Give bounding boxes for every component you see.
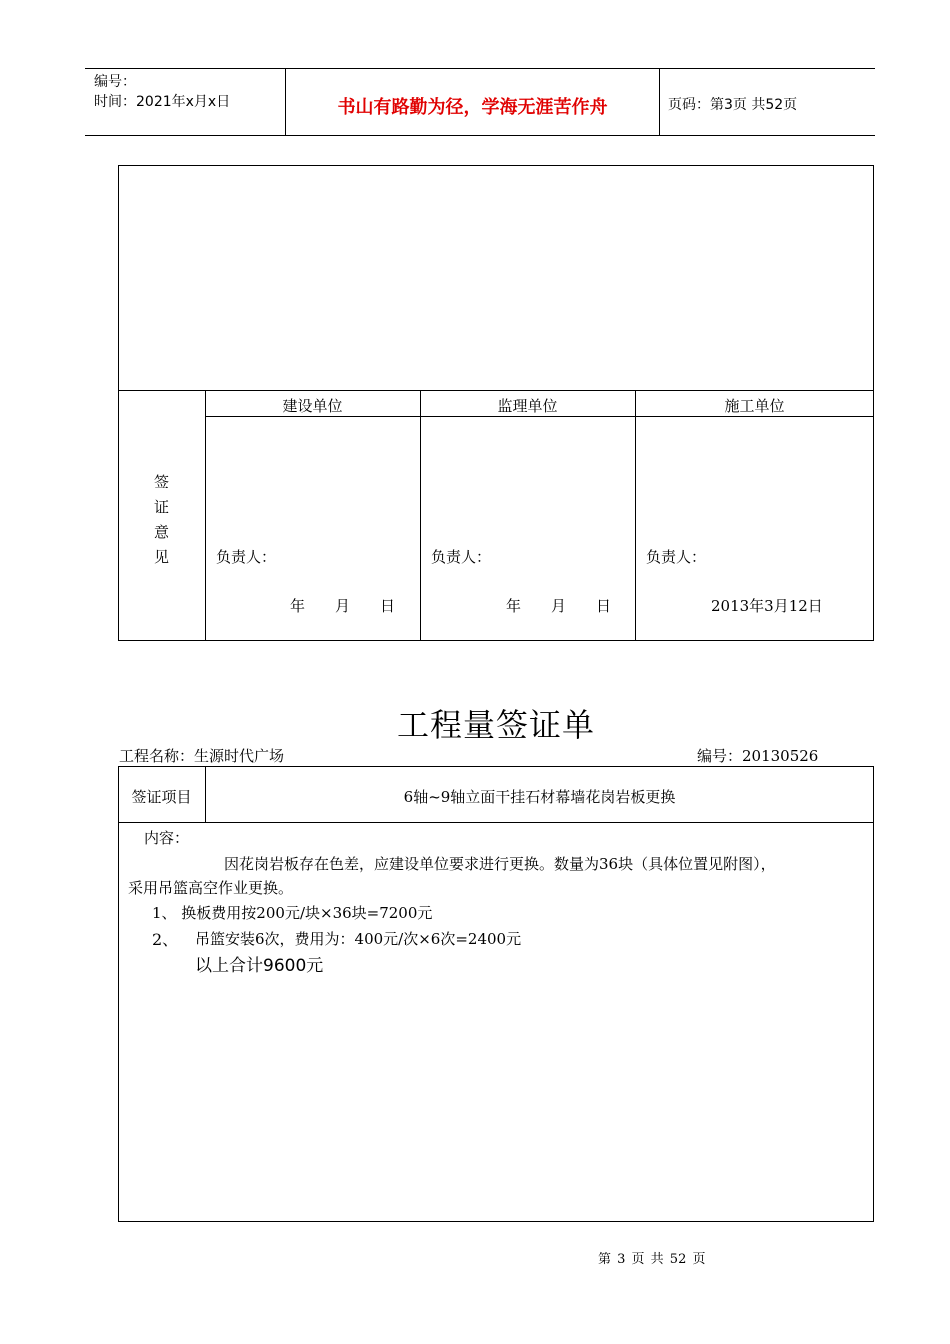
column-header-builder-unit: 施工单位	[724, 397, 785, 415]
date-construction: 年 月 日	[290, 597, 396, 615]
header-motto: 书山有路勤为径，学海无涯苦作舟	[337, 97, 608, 118]
date-builder: 2013年3月12日	[711, 597, 823, 615]
sign-side-char-1: 签	[153, 473, 169, 491]
upper-table-column-header-rule	[205, 416, 874, 417]
content-label: 内容：	[144, 829, 190, 847]
footer-page-number: 第 3 页 共 52 页	[598, 1252, 706, 1267]
responsible-person-builder: 负责人：	[646, 548, 707, 566]
header-code-label: 编号：	[94, 74, 136, 90]
sign-side-char-2: 证	[153, 498, 169, 516]
header-bottom-rule	[85, 135, 875, 136]
upper-table-sign-row-rule	[118, 390, 874, 391]
header-top-rule	[85, 68, 875, 69]
content-paragraph-line-2: 采用吊篮高空作业更换。	[128, 879, 294, 897]
responsible-person-supervision: 负责人：	[431, 548, 492, 566]
header-time-label: 时间：2021年x月x日	[94, 94, 231, 110]
form-title: 工程量签证单	[396, 706, 595, 744]
sign-side-label	[118, 470, 205, 570]
sign-side-char-3: 意	[153, 523, 169, 541]
lower-table	[118, 766, 874, 1222]
sign-side-char-4: 见	[153, 548, 169, 566]
column-header-supervision-unit: 监理单位	[497, 397, 558, 415]
content-list-item-2: 吊篮安装6次，费用为：400元/次×6次=2400元	[195, 930, 522, 948]
header-page-label: 页码：第3页 共52页	[668, 97, 798, 113]
responsible-person-construction: 负责人：	[216, 548, 277, 566]
date-supervision: 年 月 日	[506, 597, 612, 615]
upper-table-col-rule-2	[635, 390, 636, 641]
lower-table-item-row-rule	[118, 822, 874, 823]
project-name: 工程名称：生源时代广场	[119, 747, 285, 765]
content-list-item-1: 1、 换板费用按200元/块×36块=7200元	[152, 904, 433, 922]
content-paragraph-line-1: 因花岗岩板存在色差，应建设单位要求进行更换。数量为36块（具体位置见附图），	[224, 855, 776, 873]
content-total: 以上合计9600元	[195, 956, 324, 976]
column-header-construction-unit: 建设单位	[282, 397, 343, 415]
header-divider-right	[659, 69, 660, 136]
upper-table-col-rule-1	[420, 390, 421, 641]
item-value: 6轴~9轴立面干挂石材幕墙花岗岩板更换	[403, 788, 676, 806]
form-number: 编号：20130526	[697, 747, 819, 765]
upper-table-label-col-rule	[205, 390, 206, 641]
content-list-item-2-number: 2、	[152, 930, 179, 949]
item-label: 签证项目	[131, 788, 192, 806]
